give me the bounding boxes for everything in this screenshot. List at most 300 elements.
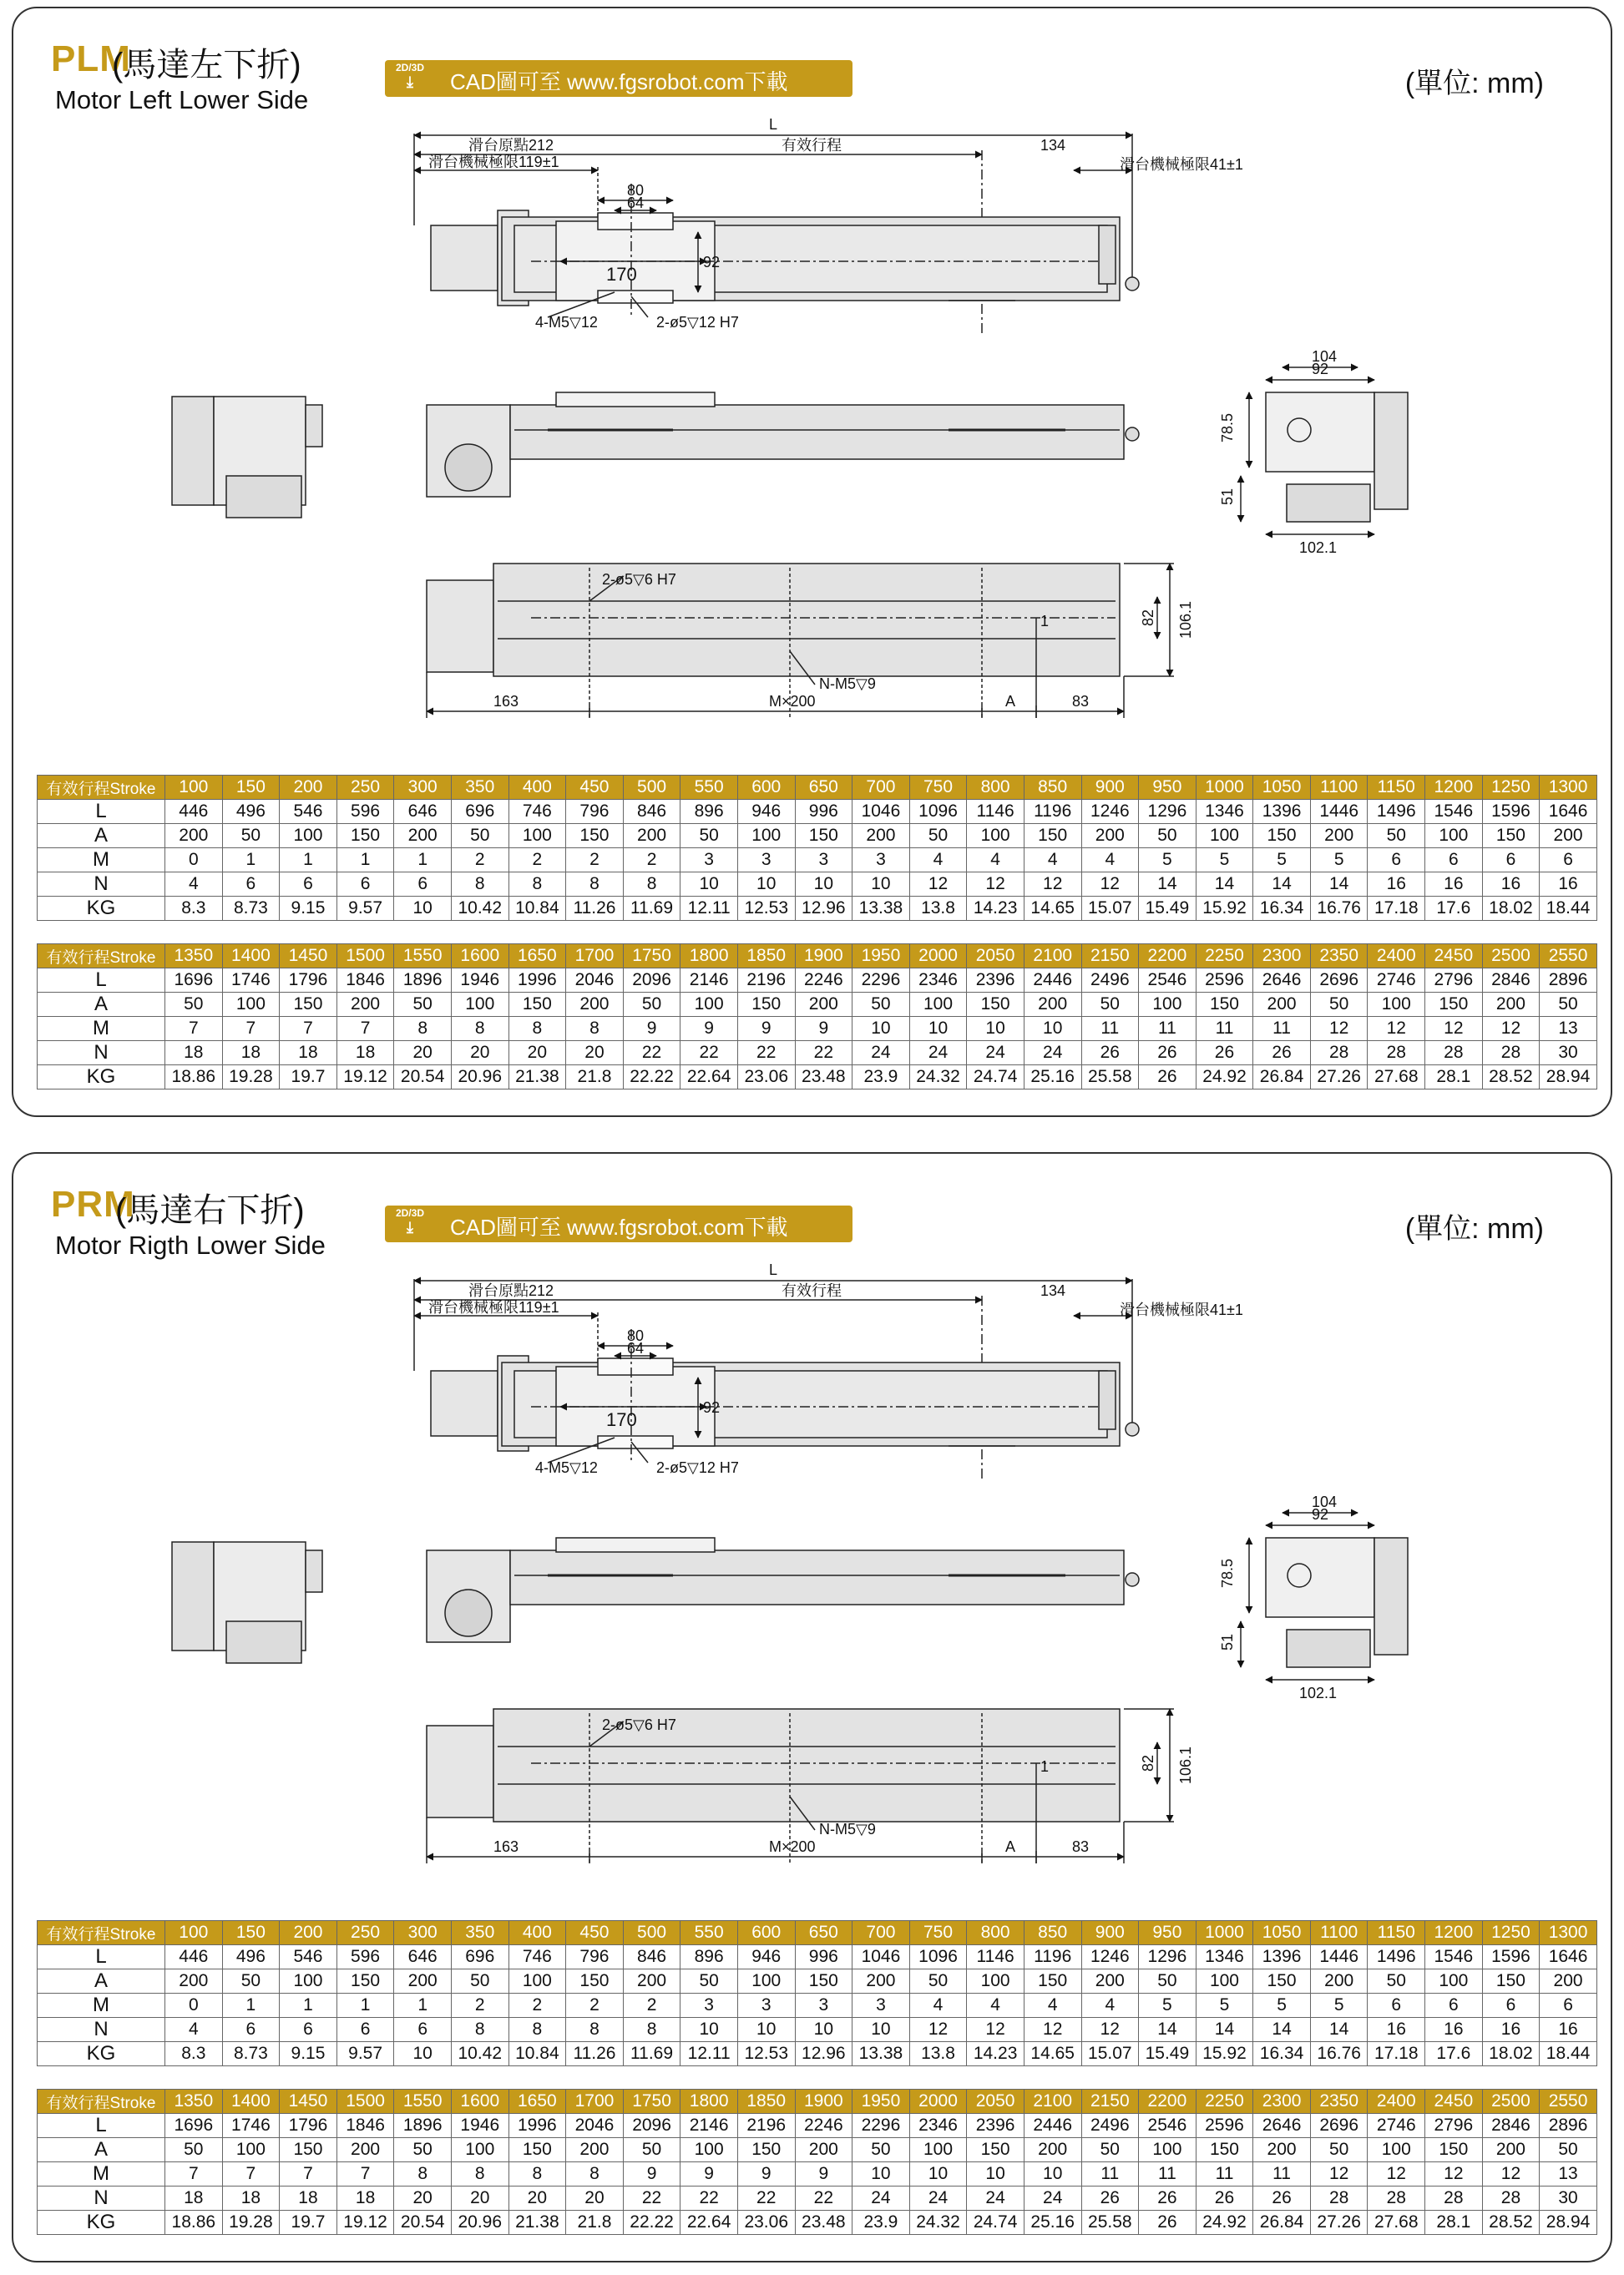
table-cell: 21.8 bbox=[566, 2211, 624, 2235]
table-cell: 1346 bbox=[1196, 1945, 1253, 1969]
table-cell: 4 bbox=[909, 848, 967, 872]
table-cell: 19.12 bbox=[336, 2211, 394, 2235]
table-cell: 10 bbox=[967, 2162, 1024, 2187]
stroke-cell: 150 bbox=[222, 776, 280, 800]
table-cell: 20 bbox=[394, 2187, 452, 2211]
table-row bbox=[38, 2138, 1597, 2162]
table-cell: 13.8 bbox=[909, 897, 967, 921]
stroke-cell: 2350 bbox=[1310, 944, 1368, 968]
table-cell: 19.28 bbox=[222, 1065, 280, 1089]
table-cell: 24.32 bbox=[909, 1065, 967, 1089]
unit-label: (單位: mm) bbox=[1404, 1213, 1544, 1245]
table-cell: 7 bbox=[222, 2162, 280, 2187]
stroke-cell: 150 bbox=[222, 1921, 280, 1945]
table-cell: 150 bbox=[1024, 1969, 1081, 1994]
stroke-cell: 1600 bbox=[451, 2090, 508, 2114]
table-cell: 200 bbox=[394, 1969, 452, 1994]
table-cell: 19.12 bbox=[336, 1065, 394, 1089]
table-cell: 2246 bbox=[795, 2114, 852, 2138]
table-cell: 446 bbox=[165, 1945, 223, 1969]
table-cell: 796 bbox=[566, 800, 624, 824]
table-cell: 50 bbox=[451, 824, 508, 848]
table-cell: 2696 bbox=[1310, 2114, 1368, 2138]
table-cell: 50 bbox=[165, 2138, 223, 2162]
table-cell: 13 bbox=[1540, 2162, 1597, 2187]
table-cell: 14 bbox=[1196, 2018, 1253, 2042]
table-cell: 15.07 bbox=[1081, 2042, 1139, 2066]
table-cell: 11.26 bbox=[566, 897, 624, 921]
dim-4-m5: 4-M5▽12 bbox=[535, 314, 598, 331]
table-cell: 100 bbox=[508, 1969, 566, 1994]
table-cell: 12 bbox=[909, 2018, 967, 2042]
table-cell: 846 bbox=[623, 1945, 680, 1969]
table-cell: 6 bbox=[1368, 848, 1425, 872]
table-cell: 1446 bbox=[1310, 800, 1368, 824]
dim-106-1: 106.1 bbox=[1177, 600, 1194, 639]
table-cell: 200 bbox=[852, 824, 910, 848]
stroke-cell: 1350 bbox=[165, 944, 223, 968]
table-cell: 9 bbox=[795, 1017, 852, 1041]
cad-download-link[interactable] bbox=[385, 60, 852, 97]
stroke-cell: 2200 bbox=[1139, 2090, 1196, 2114]
table-cell: 2046 bbox=[566, 2114, 624, 2138]
table-cell: 28 bbox=[1368, 2187, 1425, 2211]
table-cell: 2896 bbox=[1540, 968, 1597, 993]
table-cell: 1246 bbox=[1081, 800, 1139, 824]
table-cell: 1346 bbox=[1196, 800, 1253, 824]
table-cell: 24 bbox=[967, 1041, 1024, 1065]
stroke-cell: 2000 bbox=[909, 944, 967, 968]
table-cell: 12 bbox=[1081, 872, 1139, 897]
table-cell: 2 bbox=[566, 848, 624, 872]
table-cell: 10 bbox=[795, 872, 852, 897]
panel-prm bbox=[12, 1152, 1612, 2262]
stroke-cell: 1900 bbox=[795, 2090, 852, 2114]
table-cell: 2296 bbox=[852, 968, 910, 993]
table-cell: 50 bbox=[1368, 1969, 1425, 1994]
dim-pin-bottom: 2-ø5▽6 H7 bbox=[602, 571, 676, 588]
table-row bbox=[38, 1017, 1597, 1041]
table-cell: 13.8 bbox=[909, 2042, 967, 2066]
table-cell: 28 bbox=[1482, 2187, 1540, 2211]
table-cell: 24 bbox=[1024, 1041, 1081, 1065]
table-cell: 2746 bbox=[1368, 2114, 1425, 2138]
stroke-cell: 300 bbox=[394, 1921, 452, 1945]
stroke-cell: 2150 bbox=[1081, 2090, 1139, 2114]
table-row bbox=[38, 1041, 1597, 1065]
row-label: KG bbox=[38, 897, 165, 921]
table-cell: 200 bbox=[1540, 1969, 1597, 1994]
table-cell: 1296 bbox=[1139, 1945, 1196, 1969]
table-cell: 10 bbox=[852, 872, 910, 897]
table-cell: 100 bbox=[680, 993, 738, 1017]
dim-134: 134 bbox=[1040, 137, 1066, 154]
table-cell: 1496 bbox=[1368, 1945, 1425, 1969]
table-cell: 12.11 bbox=[680, 2042, 738, 2066]
table-cell: 2346 bbox=[909, 2114, 967, 2138]
table-cell: 1046 bbox=[852, 1945, 910, 1969]
technical-drawing bbox=[13, 1262, 1614, 1905]
table-cell: 1696 bbox=[165, 2114, 223, 2138]
table-cell: 30 bbox=[1540, 2187, 1597, 2211]
table-cell: 5 bbox=[1310, 1994, 1368, 2018]
table-cell: 646 bbox=[394, 1945, 452, 1969]
table-cell: 28.52 bbox=[1482, 2211, 1540, 2235]
dim-64: 64 bbox=[627, 195, 645, 211]
table-cell: 1 bbox=[222, 848, 280, 872]
table-cell: 18 bbox=[336, 1041, 394, 1065]
table-cell: 10 bbox=[737, 872, 795, 897]
dim-163: 163 bbox=[493, 1838, 519, 1855]
table-cell: 8 bbox=[566, 872, 624, 897]
table-cell: 50 bbox=[909, 824, 967, 848]
table-cell: 14.23 bbox=[967, 897, 1024, 921]
table-cell: 1596 bbox=[1482, 800, 1540, 824]
table-cell: 26 bbox=[1081, 2187, 1139, 2211]
table-cell: 18.86 bbox=[165, 1065, 223, 1089]
table-cell: 200 bbox=[1310, 1969, 1368, 1994]
stroke-cell: 2250 bbox=[1196, 944, 1253, 968]
table-cell: 23.9 bbox=[852, 2211, 910, 2235]
table-cell: 12.53 bbox=[737, 2042, 795, 2066]
table-cell: 22.64 bbox=[680, 2211, 738, 2235]
table-cell: 2796 bbox=[1425, 968, 1483, 993]
table-cell: 13.38 bbox=[852, 897, 910, 921]
dim-78-5: 78.5 bbox=[1219, 412, 1236, 442]
table-cell: 150 bbox=[336, 824, 394, 848]
table-cell: 28 bbox=[1425, 2187, 1483, 2211]
table-cell: 12 bbox=[1368, 1017, 1425, 1041]
table-cell: 150 bbox=[280, 993, 337, 1017]
table-cell: 6 bbox=[336, 872, 394, 897]
table-cell: 4 bbox=[1081, 848, 1139, 872]
table-cell: 2 bbox=[566, 1994, 624, 2018]
table-cell: 22 bbox=[795, 1041, 852, 1065]
dim-limit-right: 滑台機械極限41±1 bbox=[1120, 156, 1243, 173]
table-cell: 20 bbox=[451, 2187, 508, 2211]
table-cell: 9.15 bbox=[280, 897, 337, 921]
table-cell: 7 bbox=[222, 1017, 280, 1041]
table-cell: 150 bbox=[1425, 2138, 1483, 2162]
stroke-cell: 400 bbox=[508, 776, 566, 800]
table-cell: 696 bbox=[451, 1945, 508, 1969]
table-cell: 4 bbox=[967, 1994, 1024, 2018]
stroke-cell: 2100 bbox=[1024, 2090, 1081, 2114]
dim-L: L bbox=[769, 117, 778, 133]
motor-end-view bbox=[172, 1542, 322, 1663]
row-label: A bbox=[38, 1969, 165, 1994]
dim-pin-hole: 2-ø5▽12 H7 bbox=[656, 314, 739, 331]
table-cell: 1746 bbox=[222, 968, 280, 993]
spec-table-part1 bbox=[37, 1920, 1597, 2066]
table-cell: 2696 bbox=[1310, 968, 1368, 993]
table-cell: 24.92 bbox=[1196, 2211, 1253, 2235]
table-cell: 5 bbox=[1139, 1994, 1196, 2018]
table-cell: 26 bbox=[1253, 2187, 1311, 2211]
table-row bbox=[38, 1065, 1597, 1089]
table-cell: 12 bbox=[1425, 2162, 1483, 2187]
dim-102-1: 102.1 bbox=[1299, 1685, 1338, 1701]
table-cell: 11 bbox=[1253, 2162, 1311, 2187]
table-cell: 24 bbox=[852, 2187, 910, 2211]
table-cell: 200 bbox=[623, 824, 680, 848]
table-cell: 18 bbox=[280, 2187, 337, 2211]
table-cell: 8 bbox=[508, 2018, 566, 2042]
table-cell: 200 bbox=[1024, 993, 1081, 1017]
table-cell: 11 bbox=[1081, 2162, 1139, 2187]
stroke-cell: 550 bbox=[680, 1921, 738, 1945]
table-cell: 28 bbox=[1310, 2187, 1368, 2211]
table-cell: 20.96 bbox=[451, 1065, 508, 1089]
table-cell: 11 bbox=[1139, 2162, 1196, 2187]
table-cell: 10 bbox=[967, 1017, 1024, 1041]
stroke-cell: 1050 bbox=[1253, 776, 1311, 800]
table-cell: 2 bbox=[623, 1994, 680, 2018]
table-cell: 746 bbox=[508, 1945, 566, 1969]
table-cell: 2596 bbox=[1196, 968, 1253, 993]
table-cell: 13 bbox=[1540, 1017, 1597, 1041]
table-cell: 22 bbox=[623, 2187, 680, 2211]
dim-163: 163 bbox=[493, 693, 519, 710]
dim-106-1: 106.1 bbox=[1177, 1746, 1194, 1784]
table-row bbox=[38, 2114, 1597, 2138]
stroke-cell: 900 bbox=[1081, 1921, 1139, 1945]
stroke-cell: 2300 bbox=[1253, 944, 1311, 968]
table-cell: 28.94 bbox=[1540, 1065, 1597, 1089]
table-cell: 200 bbox=[165, 824, 223, 848]
table-cell: 4 bbox=[1024, 848, 1081, 872]
table-cell: 6 bbox=[1425, 1994, 1483, 2018]
table-cell: 2046 bbox=[566, 968, 624, 993]
stroke-cell: 2400 bbox=[1368, 2090, 1425, 2114]
table-cell: 100 bbox=[1368, 2138, 1425, 2162]
table-cell: 18.02 bbox=[1482, 897, 1540, 921]
table-cell: 8 bbox=[394, 2162, 452, 2187]
stroke-cell: 2050 bbox=[967, 944, 1024, 968]
dim-effective-stroke: 有效行程 bbox=[782, 1282, 842, 1299]
table-cell: 9 bbox=[680, 2162, 738, 2187]
table-cell: 7 bbox=[336, 1017, 394, 1041]
stroke-cell: 1550 bbox=[394, 944, 452, 968]
stroke-header-row bbox=[38, 944, 1597, 968]
stroke-cell: 1350 bbox=[165, 2090, 223, 2114]
table-cell: 20.96 bbox=[451, 2211, 508, 2235]
table-cell: 100 bbox=[222, 2138, 280, 2162]
table-cell: 21.38 bbox=[508, 2211, 566, 2235]
stroke-cell: 750 bbox=[909, 776, 967, 800]
table-cell: 4 bbox=[165, 872, 223, 897]
table-cell: 20 bbox=[566, 2187, 624, 2211]
table-cell: 2 bbox=[451, 848, 508, 872]
table-cell: 11.26 bbox=[566, 2042, 624, 2066]
table-cell: 10 bbox=[795, 2018, 852, 2042]
table-cell: 6 bbox=[222, 2018, 280, 2042]
table-cell: 1396 bbox=[1253, 800, 1311, 824]
table-cell: 200 bbox=[336, 2138, 394, 2162]
table-row bbox=[38, 1969, 1597, 1994]
table-cell: 25.58 bbox=[1081, 2211, 1139, 2235]
table-cell: 50 bbox=[1139, 1969, 1196, 1994]
table-cell: 8 bbox=[566, 2018, 624, 2042]
table-cell: 26 bbox=[1139, 2211, 1196, 2235]
stroke-cell: 850 bbox=[1024, 776, 1081, 800]
table-cell: 18.44 bbox=[1540, 897, 1597, 921]
table-cell: 50 bbox=[394, 993, 452, 1017]
table-row bbox=[38, 968, 1597, 993]
table-cell: 10 bbox=[1024, 1017, 1081, 1041]
table-cell: 2296 bbox=[852, 2114, 910, 2138]
table-cell: 50 bbox=[623, 993, 680, 1017]
table-cell: 1 bbox=[394, 848, 452, 872]
table-cell: 100 bbox=[909, 2138, 967, 2162]
row-label: M bbox=[38, 1017, 165, 1041]
stroke-header-label: 有效行程Stroke bbox=[38, 1921, 165, 1945]
row-label: A bbox=[38, 993, 165, 1017]
dim-78-5: 78.5 bbox=[1219, 1558, 1236, 1588]
table-cell: 50 bbox=[1368, 824, 1425, 848]
stroke-cell: 850 bbox=[1024, 1921, 1081, 1945]
table-cell: 8 bbox=[566, 1017, 624, 1041]
dim-effective-stroke: 有效行程 bbox=[782, 137, 842, 154]
table-cell: 22.22 bbox=[623, 1065, 680, 1089]
table-cell: 8.3 bbox=[165, 2042, 223, 2066]
stroke-cell: 1150 bbox=[1368, 1921, 1425, 1945]
table-cell: 150 bbox=[1196, 993, 1253, 1017]
table-cell: 28.94 bbox=[1540, 2211, 1597, 2235]
table-cell: 150 bbox=[566, 824, 624, 848]
dim-m-200: M×200 bbox=[769, 693, 816, 710]
table-cell: 21.8 bbox=[566, 1065, 624, 1089]
table-cell: 12 bbox=[1024, 872, 1081, 897]
stroke-cell: 1950 bbox=[852, 944, 910, 968]
cad-download-link[interactable] bbox=[385, 1206, 852, 1242]
table-cell: 2 bbox=[508, 848, 566, 872]
stroke-cell: 250 bbox=[336, 1921, 394, 1945]
table-cell: 200 bbox=[623, 1969, 680, 1994]
table-cell: 26 bbox=[1081, 1041, 1139, 1065]
table-cell: 12 bbox=[1310, 1017, 1368, 1041]
table-cell: 946 bbox=[737, 800, 795, 824]
table-cell: 12.96 bbox=[795, 2042, 852, 2066]
table-cell: 200 bbox=[165, 1969, 223, 1994]
table-cell: 100 bbox=[737, 1969, 795, 1994]
stroke-cell: 1200 bbox=[1425, 776, 1483, 800]
table-cell: 8 bbox=[451, 872, 508, 897]
table-cell: 996 bbox=[795, 800, 852, 824]
table-cell: 14 bbox=[1253, 872, 1311, 897]
table-cell: 3 bbox=[737, 848, 795, 872]
table-cell: 6 bbox=[1540, 1994, 1597, 2018]
table-cell: 22 bbox=[795, 2187, 852, 2211]
table-cell: 100 bbox=[508, 824, 566, 848]
table-cell: 15.49 bbox=[1139, 897, 1196, 921]
table-cell: 16.76 bbox=[1310, 897, 1368, 921]
table-cell: 10 bbox=[680, 2018, 738, 2042]
table-cell: 8 bbox=[451, 1017, 508, 1041]
table-cell: 24 bbox=[909, 2187, 967, 2211]
table-cell: 1796 bbox=[280, 968, 337, 993]
table-cell: 6 bbox=[394, 2018, 452, 2042]
dim-170: 170 bbox=[606, 264, 637, 285]
table-cell: 200 bbox=[852, 1969, 910, 1994]
stroke-header-row bbox=[38, 1921, 1597, 1945]
table-cell: 5 bbox=[1139, 848, 1196, 872]
table-cell: 5 bbox=[1310, 848, 1368, 872]
table-cell: 6 bbox=[280, 872, 337, 897]
table-cell: 8 bbox=[394, 1017, 452, 1041]
table-cell: 1396 bbox=[1253, 1945, 1311, 1969]
table-cell: 1046 bbox=[852, 800, 910, 824]
table-cell: 2446 bbox=[1024, 2114, 1081, 2138]
table-cell: 50 bbox=[909, 1969, 967, 1994]
table-cell: 28.52 bbox=[1482, 1065, 1540, 1089]
table-cell: 200 bbox=[336, 993, 394, 1017]
table-cell: 4 bbox=[909, 1994, 967, 2018]
stroke-cell: 800 bbox=[967, 776, 1024, 800]
dim-170: 170 bbox=[606, 1409, 637, 1430]
stroke-cell: 950 bbox=[1139, 776, 1196, 800]
dim-92-end: 92 bbox=[1312, 361, 1329, 377]
table-cell: 50 bbox=[623, 2138, 680, 2162]
table-cell: 10 bbox=[852, 1017, 910, 1041]
table-cell: 2146 bbox=[680, 2114, 738, 2138]
table-cell: 2196 bbox=[737, 2114, 795, 2138]
table-cell: 2646 bbox=[1253, 2114, 1311, 2138]
table-cell: 596 bbox=[336, 800, 394, 824]
table-cell: 12 bbox=[1482, 1017, 1540, 1041]
row-label: A bbox=[38, 824, 165, 848]
table-cell: 150 bbox=[1253, 1969, 1311, 1994]
dim-n-m5: N-M5▽9 bbox=[819, 1821, 876, 1838]
table-cell: 1 bbox=[280, 848, 337, 872]
table-cell: 150 bbox=[795, 1969, 852, 1994]
table-cell: 150 bbox=[336, 1969, 394, 1994]
table-cell: 8 bbox=[508, 2162, 566, 2187]
table-cell: 446 bbox=[165, 800, 223, 824]
stroke-cell: 2300 bbox=[1253, 2090, 1311, 2114]
stroke-cell: 300 bbox=[394, 776, 452, 800]
model-title-en: Motor Rigth Lower Side bbox=[55, 1231, 326, 1260]
stroke-cell: 1850 bbox=[737, 2090, 795, 2114]
table-cell: 200 bbox=[1482, 993, 1540, 1017]
table-cell: 4 bbox=[165, 2018, 223, 2042]
table-cell: 2 bbox=[508, 1994, 566, 2018]
table-cell: 996 bbox=[795, 1945, 852, 1969]
table-cell: 1996 bbox=[508, 968, 566, 993]
table-cell: 12.96 bbox=[795, 897, 852, 921]
table-cell: 26.84 bbox=[1253, 1065, 1311, 1089]
stroke-header-label: 有效行程Stroke bbox=[38, 776, 165, 800]
table-row bbox=[38, 897, 1597, 921]
table-cell: 20 bbox=[508, 2187, 566, 2211]
table-cell: 16 bbox=[1425, 872, 1483, 897]
row-label: M bbox=[38, 848, 165, 872]
download-arrow-icon: 2D/3D ⤓ bbox=[395, 1207, 424, 1236]
table-cell: 10 bbox=[909, 1017, 967, 1041]
stroke-cell: 2500 bbox=[1482, 2090, 1540, 2114]
table-cell: 50 bbox=[852, 2138, 910, 2162]
stroke-cell: 400 bbox=[508, 1921, 566, 1945]
table-cell: 26 bbox=[1253, 1041, 1311, 1065]
stroke-cell: 700 bbox=[852, 1921, 910, 1945]
table-cell: 200 bbox=[566, 993, 624, 1017]
table-cell: 1896 bbox=[394, 968, 452, 993]
table-cell: 8 bbox=[623, 872, 680, 897]
table-cell: 24.74 bbox=[967, 1065, 1024, 1089]
row-label: N bbox=[38, 872, 165, 897]
table-cell: 2146 bbox=[680, 968, 738, 993]
table-cell: 24 bbox=[909, 1041, 967, 1065]
